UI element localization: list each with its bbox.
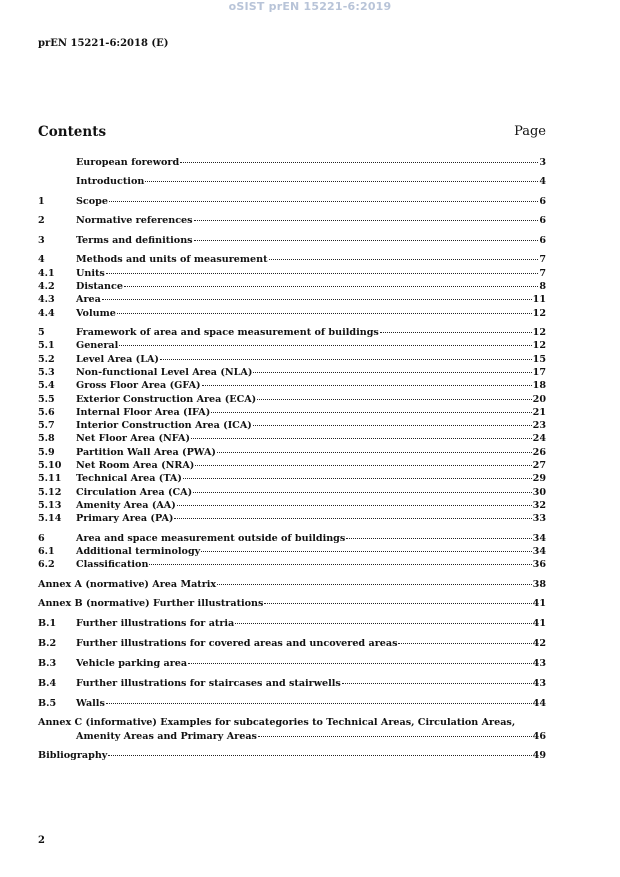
toc-page: 43 [532, 657, 546, 669]
toc-entry[interactable] [38, 353, 546, 366]
toc-title: Amenity Area (AA) [76, 499, 176, 511]
toc-title: Area and space measurement outside of buildings [76, 532, 346, 544]
toc-entry[interactable] [38, 214, 546, 227]
toc-page: 27 [532, 460, 546, 472]
toc-number: 5.3 [38, 366, 55, 378]
toc-entry[interactable] [38, 267, 546, 280]
toc-page: 18 [532, 380, 546, 392]
dot-leader [117, 313, 532, 314]
toc-title: Scope [76, 195, 108, 207]
toc-page: 29 [532, 473, 546, 485]
toc-page: 12 [532, 307, 546, 319]
toc-page: 4 [539, 176, 546, 188]
dot-leader [380, 332, 532, 333]
toc-number: 6 [38, 532, 45, 544]
document-id: prEN 15221-6:2018 (E) [38, 38, 169, 49]
toc-entry[interactable] [38, 195, 546, 208]
toc-page: 34 [532, 546, 546, 558]
toc-entry[interactable] [38, 339, 546, 352]
toc-page: 49 [532, 750, 546, 762]
toc-number: 5.14 [38, 513, 62, 525]
toc-title: Normative references [76, 215, 193, 227]
toc-number: 4.2 [38, 281, 55, 293]
toc-entry[interactable] [38, 697, 546, 710]
dot-leader [119, 345, 531, 346]
toc-page: 33 [532, 513, 546, 525]
dot-leader [217, 584, 531, 585]
toc-title: Internal Floor Area (IFA) [76, 406, 211, 418]
toc-page: 34 [532, 532, 546, 544]
toc-page: 42 [532, 638, 546, 650]
toc-page: 12 [532, 327, 546, 339]
toc-page: 26 [532, 446, 546, 458]
toc-number: 5.13 [38, 499, 62, 511]
dot-leader [257, 399, 531, 400]
toc-entry[interactable] [38, 379, 546, 392]
toc-entry[interactable] [38, 716, 546, 743]
toc-title: Interior Construction Area (ICA) [76, 420, 252, 432]
dot-leader [174, 518, 531, 519]
toc-page: 6 [539, 215, 546, 227]
toc-number: 4.3 [38, 294, 55, 306]
dot-leader [149, 564, 531, 565]
toc-page: 17 [532, 366, 546, 378]
toc-entry[interactable] [38, 156, 546, 169]
dot-leader [253, 425, 532, 426]
toc-title: Volume [76, 307, 116, 319]
toc-entry[interactable] [38, 486, 546, 499]
toc-entry[interactable] [38, 637, 546, 650]
toc-title: European foreword [76, 157, 180, 168]
toc-entry[interactable] [38, 532, 546, 545]
toc-page: 8 [539, 281, 546, 293]
toc-page: 36 [532, 559, 546, 571]
toc-title-line2: Amenity Areas and Primary Areas [76, 730, 257, 742]
toc-title: Annex B (normative) Further illustrations [38, 598, 264, 610]
toc-page: 12 [532, 340, 546, 352]
toc-number: 6.2 [38, 559, 55, 571]
toc-title: Units [76, 267, 105, 279]
toc-number: 2 [38, 215, 45, 227]
toc-number: 5.12 [38, 486, 62, 498]
toc-entry[interactable] [38, 512, 546, 525]
toc-title: Gross Floor Area (GFA) [76, 380, 201, 392]
dot-leader [211, 412, 531, 413]
dot-leader [177, 505, 532, 506]
toc-entry[interactable] [38, 499, 546, 512]
toc-number: 5.7 [38, 420, 55, 432]
toc-entry[interactable] [38, 545, 546, 558]
toc-entry[interactable] [38, 307, 546, 320]
toc-page: 6 [539, 195, 546, 207]
toc-number: B.2 [38, 638, 57, 650]
toc-title: General [76, 340, 119, 352]
dot-leader [193, 492, 532, 493]
toc-entry[interactable] [38, 578, 546, 591]
toc-title: Methods and units of measurement [76, 254, 268, 266]
toc-number: 4.4 [38, 307, 55, 319]
dot-leader [258, 736, 532, 737]
toc-entry[interactable] [38, 597, 546, 610]
toc-number: 6.1 [38, 546, 55, 558]
toc-page: 20 [532, 393, 546, 405]
toc-number: 5.11 [38, 473, 62, 485]
toc-title: Net Room Area (NRA) [76, 460, 195, 472]
dot-leader [183, 478, 532, 479]
toc-title: Bibliography [38, 750, 108, 762]
toc-title: Framework of area and space measurement of buildings [76, 327, 379, 339]
toc-page: 41 [532, 618, 546, 630]
toc-entry[interactable] [38, 293, 546, 306]
dot-leader [108, 755, 531, 756]
toc-title: Circulation Area (CA) [76, 486, 193, 498]
toc-title: Exterior Construction Area (ECA) [76, 393, 257, 405]
toc-entry[interactable] [38, 617, 546, 630]
toc-entry[interactable] [38, 175, 546, 188]
dot-leader [191, 438, 532, 439]
toc-entry[interactable] [38, 234, 546, 247]
dot-leader [106, 273, 538, 274]
toc-number: 3 [38, 234, 45, 246]
toc-page: 6 [539, 234, 546, 246]
toc-page: 38 [532, 578, 546, 590]
dot-leader [124, 286, 538, 287]
watermark: oSIST prEN 15221-6:2019 [228, 0, 392, 13]
dot-leader [194, 220, 539, 221]
toc-title: Further illustrations for covered areas and uncovered areas [76, 638, 398, 650]
toc-entry[interactable] [38, 253, 546, 266]
toc-number: B.4 [38, 677, 57, 689]
table-of-contents [38, 156, 546, 762]
toc-number: 5.1 [38, 340, 55, 352]
toc-number: 4 [38, 254, 45, 266]
toc-page: 21 [532, 406, 546, 418]
toc-entry[interactable] [38, 432, 546, 445]
toc-number: 5.2 [38, 353, 55, 365]
toc-number: 5.8 [38, 433, 55, 445]
toc-title: Annex A (normative) Area Matrix [38, 578, 217, 590]
toc-page: 11 [532, 294, 546, 306]
toc-page: 7 [539, 254, 546, 266]
toc-title: Area [76, 294, 101, 306]
toc-number: 4.1 [38, 267, 55, 279]
toc-entry[interactable] [38, 366, 546, 379]
dot-leader [235, 623, 531, 624]
toc-number: B.3 [38, 657, 57, 669]
toc-entry[interactable] [38, 419, 546, 432]
dot-leader [346, 538, 531, 539]
toc-number: 5 [38, 327, 45, 339]
toc-title: Introduction [76, 176, 145, 188]
toc-number: 5.4 [38, 380, 55, 392]
toc-title: Further illustrations for staircases and stairwells [76, 677, 341, 689]
dot-leader [201, 551, 531, 552]
toc-entry[interactable] [38, 677, 546, 690]
footer-page-number: 2 [38, 835, 45, 846]
toc-title: Walls [76, 697, 105, 709]
toc-title-line1: Annex C (informative) Examples for subcategories to Technical Areas, Circulation Areas, [38, 717, 516, 729]
dot-leader [109, 201, 538, 202]
dot-leader [342, 683, 532, 684]
toc-number: B.5 [38, 697, 57, 709]
toc-entry[interactable] [38, 472, 546, 485]
toc-page: 23 [532, 420, 546, 432]
toc-title: Primary Area (PA) [76, 513, 174, 525]
toc-entry[interactable] [38, 406, 546, 419]
toc-title: Technical Area (TA) [76, 473, 182, 485]
toc-page: 43 [532, 677, 546, 689]
dot-leader [195, 465, 531, 466]
toc-number: 5.9 [38, 446, 55, 458]
toc-page: 41 [532, 598, 546, 610]
dot-leader [194, 240, 539, 241]
toc-title: Non-functional Level Area (NLA) [76, 366, 253, 378]
toc-entry[interactable] [38, 459, 546, 472]
toc-title: Level Area (LA) [76, 353, 159, 365]
dot-leader [160, 359, 532, 360]
toc-page: 44 [532, 697, 546, 709]
toc-page: 7 [539, 267, 546, 279]
toc-entry[interactable] [38, 749, 546, 762]
toc-entry[interactable] [38, 446, 546, 459]
toc-entry[interactable] [38, 558, 546, 571]
toc-number: 5.6 [38, 406, 55, 418]
dot-leader [180, 162, 538, 163]
dot-leader [202, 385, 532, 386]
dot-leader [269, 259, 539, 260]
dot-leader [106, 703, 532, 704]
toc-number: 5.10 [38, 460, 62, 472]
toc-entry[interactable] [38, 393, 546, 406]
dot-leader [217, 452, 532, 453]
toc-title: Further illustrations for atria [76, 618, 235, 630]
toc-title: Net Floor Area (NFA) [76, 433, 190, 445]
toc-title: Terms and definitions [76, 234, 193, 246]
toc-title: Vehicle parking area [76, 657, 188, 669]
page-column-label: Page [514, 124, 546, 139]
toc-page: 3 [539, 157, 546, 168]
toc-page: 46 [532, 730, 546, 742]
toc-title: Partition Wall Area (PWA) [76, 446, 216, 458]
dot-leader [188, 663, 532, 664]
toc-title: Additional terminology [76, 546, 201, 558]
dot-leader [264, 603, 531, 604]
dot-leader [253, 372, 531, 373]
toc-number: B.1 [38, 618, 57, 630]
toc-number: 1 [38, 195, 45, 207]
dot-leader [398, 643, 531, 644]
toc-title: Distance [76, 281, 123, 293]
contents-title: Contents [38, 124, 107, 140]
toc-page: 15 [532, 353, 546, 365]
toc-entry[interactable] [38, 326, 546, 339]
toc-page: 30 [532, 486, 546, 498]
toc-number: 5.5 [38, 393, 55, 405]
dot-leader [145, 181, 538, 182]
toc-entry[interactable] [38, 657, 546, 670]
toc-entry[interactable] [38, 280, 546, 293]
toc-page: 24 [532, 433, 546, 445]
toc-page: 32 [532, 499, 546, 511]
toc-title: Classification [76, 559, 149, 571]
dot-leader [102, 299, 532, 300]
